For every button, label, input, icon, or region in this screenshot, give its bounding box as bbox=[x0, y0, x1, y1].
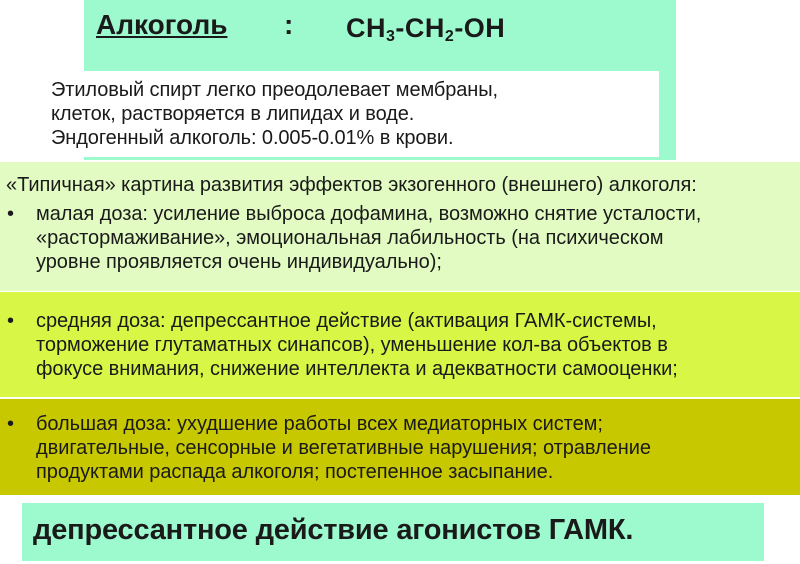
bullet-low: • bbox=[7, 203, 15, 225]
high-dose-item bbox=[36, 412, 651, 484]
info-line: Эндогенный алкоголь: 0.005-0.01% в крови. bbox=[51, 127, 454, 149]
conclusion-text: депрессантное действие агонистов ГАМК. bbox=[33, 514, 634, 546]
formula-part: -OH bbox=[454, 13, 506, 43]
low-dose-line: уровне проявляется очень индивидуально); bbox=[36, 251, 442, 273]
slide-title: Алкоголь bbox=[96, 9, 228, 40]
medium-dose-line: фокусе внимания, снижение интеллекта и адекватности самооценки; bbox=[36, 358, 678, 380]
title-colon: : bbox=[284, 9, 294, 40]
high-dose-line: двигательные, сенсорные и вегетативные нарушения; отравление bbox=[36, 437, 651, 459]
high-dose-line: большая доза: ухудшение работы всех медиаторных систем; bbox=[36, 413, 603, 435]
medium-dose-line: торможение глутаматных синапсов), уменьшение кол-ва объектов в bbox=[36, 334, 668, 356]
formula-subscript: 2 bbox=[444, 28, 455, 45]
bullet-medium: • bbox=[7, 310, 15, 332]
info-line: Этиловый спирт легко преодолевает мембраны, bbox=[51, 79, 498, 101]
chemical-formula bbox=[346, 13, 505, 46]
bullet-high: • bbox=[7, 413, 15, 435]
high-dose-line: продуктами распада алкоголя; постепенное засыпание. bbox=[36, 461, 554, 483]
info-line: клеток, растворяется в липидах и воде. bbox=[51, 103, 415, 125]
intro-line: «Типичная» картина развития эффектов экзогенного (внешнего) алкоголя: bbox=[6, 174, 697, 196]
low-dose-item bbox=[36, 202, 701, 274]
formula-subscript: 3 bbox=[386, 28, 396, 45]
info-box bbox=[39, 71, 659, 157]
medium-dose-line: средняя доза: депрессантное действие (активация ГАМК-системы, bbox=[36, 310, 657, 332]
medium-dose-item bbox=[36, 309, 678, 381]
low-dose-line: малая доза: усиление выброса дофамина, возможно снятие усталости, bbox=[36, 203, 702, 225]
formula-part: -CH bbox=[395, 13, 445, 43]
low-dose-line: «растормаживание», эмоциональная лабильность (на психическом bbox=[36, 227, 664, 249]
formula-part: CH bbox=[346, 13, 386, 43]
